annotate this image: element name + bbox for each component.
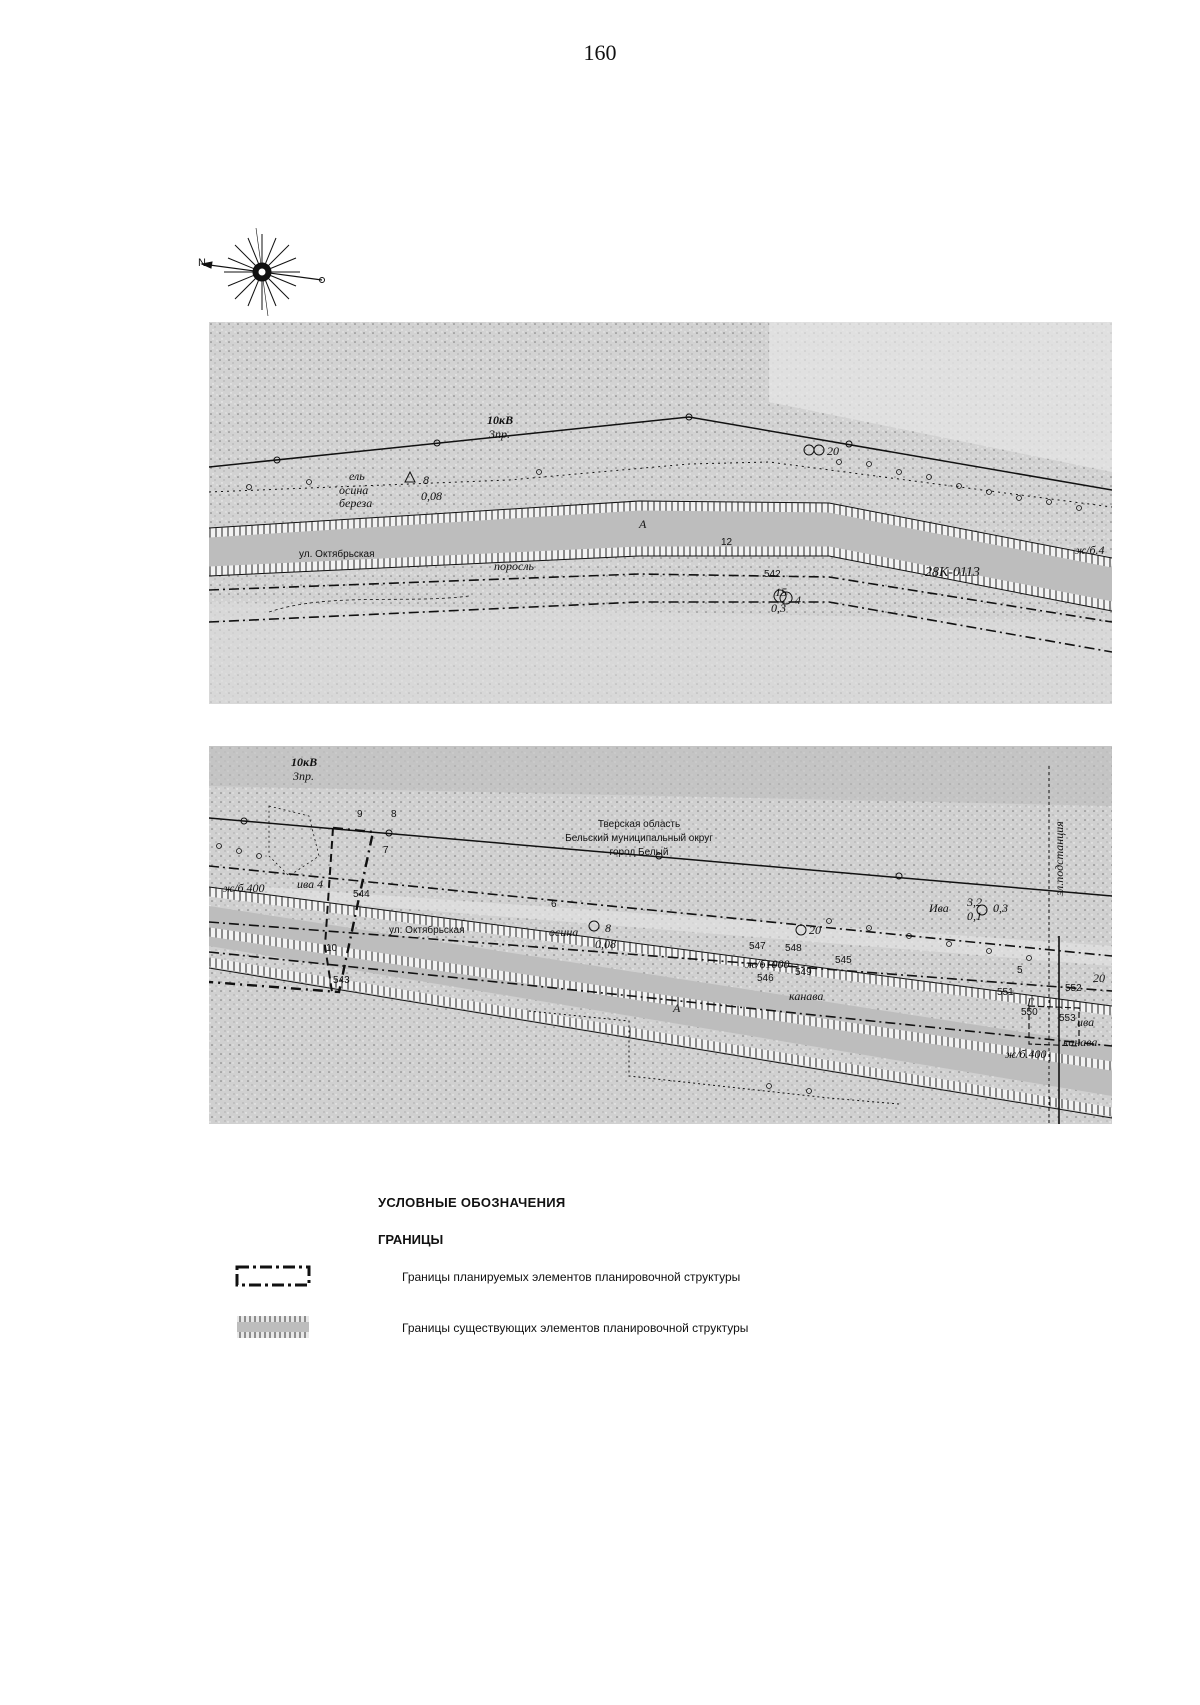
tree-density-value: 0,08 bbox=[421, 489, 442, 503]
tree-group-diameter: 4 bbox=[795, 593, 801, 607]
north-label: N bbox=[198, 257, 206, 269]
point-5-label: 5 bbox=[1017, 965, 1023, 976]
point-9-label: 9 bbox=[357, 809, 363, 820]
tree-group-density: 0,3 bbox=[771, 601, 786, 615]
point-552-label: 552 bbox=[1065, 983, 1082, 994]
point-553-label: 553 bbox=[1059, 1013, 1076, 1024]
point-546-label: 546 bbox=[757, 973, 774, 984]
power-line-sub-label: 3пр. bbox=[489, 427, 510, 441]
zone-g-label: Г bbox=[1027, 995, 1034, 1009]
street-label: ул. Октябрьская bbox=[389, 925, 465, 936]
birch-height: 8 bbox=[605, 921, 611, 935]
point-547-label: 547 bbox=[749, 941, 766, 952]
point-12-label: 12 bbox=[721, 537, 733, 548]
willow-diameter: 0,3 bbox=[993, 901, 1008, 915]
tree-label-spruce: ель bbox=[349, 469, 365, 483]
tree-label-birch: береза bbox=[339, 496, 373, 510]
willow-height: 3,2 bbox=[967, 895, 982, 909]
point-543-label: 543 bbox=[333, 975, 350, 986]
hatched-band-icon bbox=[234, 1315, 316, 1339]
point-545-label: 545 bbox=[835, 955, 852, 966]
willow-label: Ива bbox=[929, 901, 949, 915]
trees-20-label: 20 bbox=[827, 444, 839, 458]
dash-dot-frame-icon bbox=[234, 1264, 316, 1288]
substation-label: эл.подстанция bbox=[1052, 821, 1066, 896]
power-line-label: 10кВ bbox=[487, 413, 514, 427]
power-line-sub-label: 3пр. bbox=[293, 769, 314, 783]
willow-4-label: ива 4 bbox=[297, 877, 324, 891]
district-label: Бельский муниципальный округ bbox=[565, 833, 713, 844]
edge-20-label: 20 bbox=[1093, 971, 1105, 985]
pipe-1000-label: ж/б1000 bbox=[745, 957, 790, 971]
point-550-label: 550 bbox=[1021, 1007, 1038, 1018]
page-number: 160 bbox=[583, 40, 617, 65]
growth-label: поросль bbox=[494, 559, 535, 573]
legend-item-planned-boundaries bbox=[234, 1264, 1134, 1294]
tree-group-height: 15 bbox=[775, 585, 787, 599]
point-549-label: 549 bbox=[795, 967, 812, 978]
map-fragment-bottom bbox=[209, 746, 1112, 1124]
street-label: ул. Октябрьская bbox=[299, 549, 375, 560]
tree-label-aspen: осина bbox=[339, 483, 369, 497]
willow-density: 0,1 bbox=[967, 909, 982, 923]
point-542-label: 542 bbox=[764, 569, 781, 580]
map-fragment-top bbox=[209, 322, 1112, 704]
tree-height-value: 8 bbox=[423, 473, 429, 487]
willow-2-label: ива bbox=[1077, 1015, 1095, 1029]
birch-label: осина bbox=[549, 925, 579, 939]
legend-item-existing-boundaries bbox=[234, 1315, 1134, 1345]
point-10-label: 10 bbox=[326, 943, 338, 954]
legend-item-label: Границы планируемых элементов планировочной структуры bbox=[402, 1270, 741, 1284]
trees-20-label: 20 bbox=[809, 923, 821, 937]
ditch-label: канава bbox=[789, 989, 824, 1003]
ditch-2-label: канава bbox=[1063, 1035, 1098, 1049]
road-code-label: 28К-0113 bbox=[925, 565, 980, 580]
legend-item-label: Границы существующих элементов планировочной структуры bbox=[402, 1321, 749, 1335]
pipe-400-label: ж/б.400 bbox=[223, 881, 265, 895]
compass-rose-icon bbox=[196, 222, 336, 322]
point-551-label: 551 bbox=[997, 987, 1014, 998]
legend-title: УСЛОВНЫЕ ОБОЗНАЧЕНИЯ bbox=[378, 1195, 566, 1210]
point-8-label: 8 bbox=[391, 809, 397, 820]
power-line-label: 10кВ bbox=[291, 755, 318, 769]
city-label: город Белый bbox=[609, 847, 669, 858]
pipe-label: ж/б.4 bbox=[1075, 543, 1105, 557]
zone-a-label: А bbox=[639, 517, 647, 531]
point-544-label: 544 bbox=[353, 889, 370, 900]
pipe-400-b-label: ж/б.400 bbox=[1005, 1047, 1047, 1061]
point-6-label: 6 bbox=[551, 899, 557, 910]
region-label: Тверская область bbox=[597, 819, 681, 830]
legend-section-title: ГРАНИЦЫ bbox=[378, 1232, 444, 1247]
zone-a-label: А bbox=[673, 1001, 681, 1015]
point-548-label: 548 bbox=[785, 943, 802, 954]
birch-density: 0,08 bbox=[595, 937, 616, 951]
point-7-label: 7 bbox=[383, 845, 389, 856]
